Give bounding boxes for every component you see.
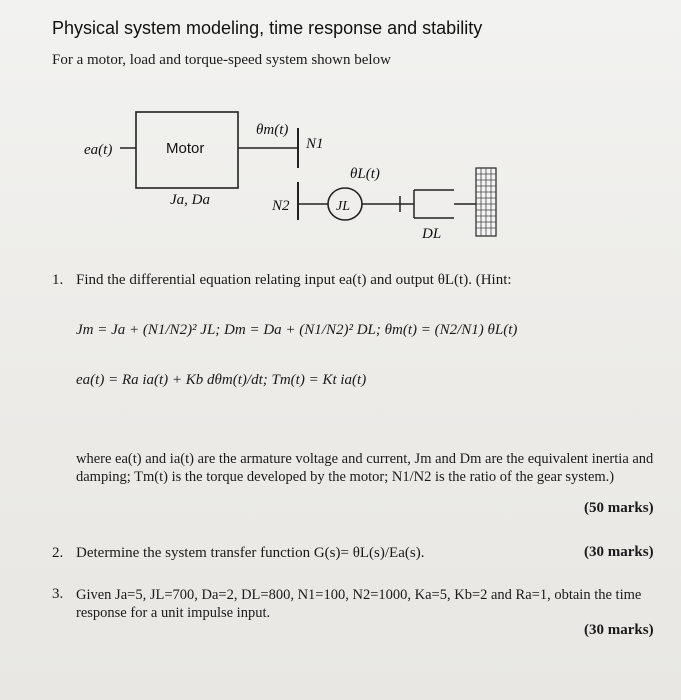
n2-label: N2 [272, 198, 290, 214]
q3-text: Given Ja=5, JL=700, Da=2, DL=800, N1=100, N2=1000, Ka=5, Kb=2 and Ra=1, obtain the time response for a unit impulse input. [76, 587, 642, 621]
q2-marks: (30 marks) [584, 544, 654, 560]
q1-equation-1: Jm = Ja + (N1/N2)² JL; Dm = Da + (N1/N2)² DL; θm(t) = (N2/N1) θL(t) [76, 322, 518, 338]
damper-cup [414, 190, 454, 218]
page-title: Physical system modeling, time response and stability [52, 18, 483, 38]
q3-number: 3. [52, 586, 64, 602]
q2-text: Determine the system transfer function G(s)= θL(s)/Ea(s). [76, 545, 425, 561]
q3-marks: (30 marks) [584, 622, 654, 638]
theta-m-label: θm(t) [256, 122, 289, 138]
theta-l-label: θL(t) [350, 166, 380, 182]
ja-da-label: Ja, Da [170, 192, 210, 208]
motor-load-diagram [0, 100, 681, 250]
q2-number: 2. [52, 545, 64, 561]
q1-where-text: where ea(t) and ia(t) are the armature voltage and current, Jm and Dm are the equivalent inertia and damping; Tm(t) is the torque developed by the motor; N1/N2 is the ratio of the gear system.) [76, 451, 654, 485]
q1-marks: (50 marks) [584, 500, 654, 516]
dl-label: DL [422, 226, 442, 242]
n1-label: N1 [306, 136, 324, 152]
q1-text: Find the differential equation relating input ea(t) and output θL(t). (Hint: [76, 272, 512, 288]
jl-label: JL [336, 199, 350, 214]
q1-number: 1. [52, 272, 64, 288]
motor-label: Motor [166, 140, 205, 157]
input-label: ea(t) [84, 142, 113, 158]
page-subtitle: For a motor, load and torque-speed system shown below [52, 52, 391, 68]
q1-equation-2: ea(t) = Ra ia(t) + Kb dθm(t)/dt; Tm(t) = Kt ia(t) [76, 372, 367, 388]
